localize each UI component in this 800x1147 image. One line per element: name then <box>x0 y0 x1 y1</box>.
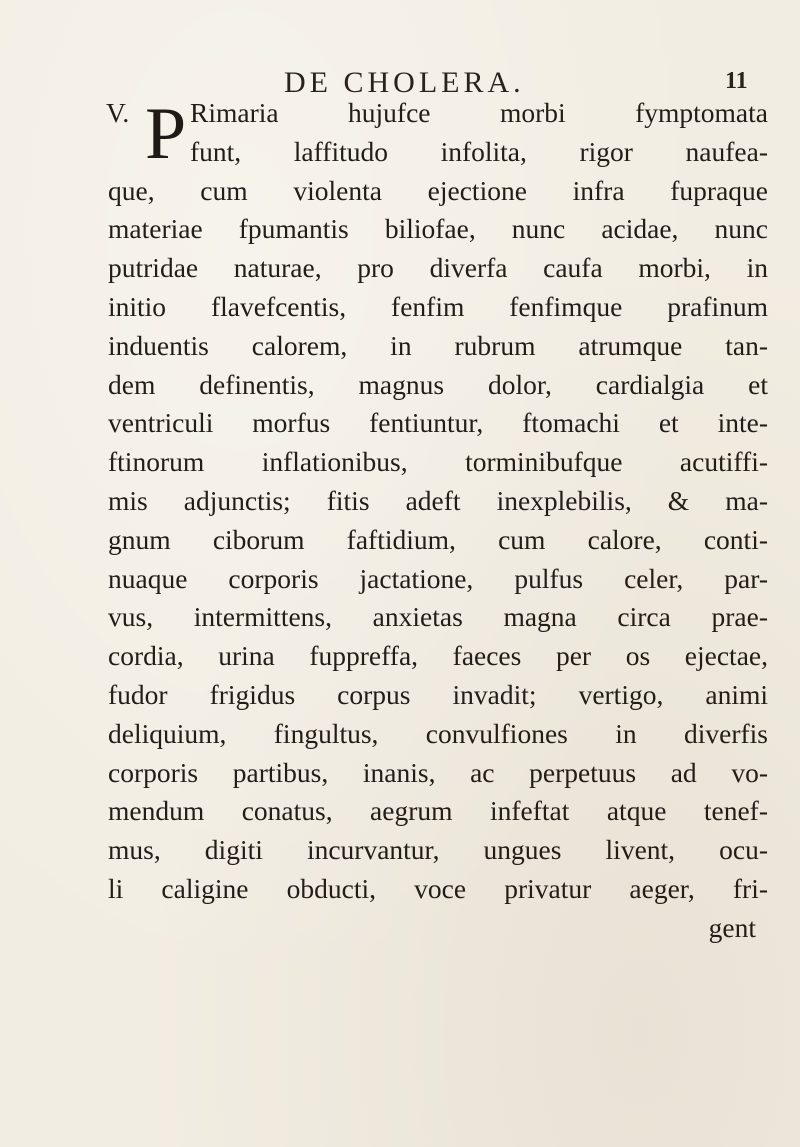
text-line: corporis partibus, inanis, ac perpetuus ad vo- <box>108 756 768 788</box>
running-title: DE CHOLERA. <box>284 66 525 99</box>
body-paragraph <box>108 94 768 948</box>
text-line: li caligine obducti, voce privatur aeger, fri- <box>108 872 768 904</box>
text-line-2 <box>108 133 768 172</box>
text-line: dem definentis, magnus dolor, cardialgia et <box>108 368 768 400</box>
text-line: que, cum violenta ejectione infra fupraque <box>108 174 768 206</box>
text-line: ftinorum inflationibus, torminibufque acutiffi- <box>108 446 768 478</box>
text-line: nuaque corporis jactatione, pulfus celer, par- <box>108 562 768 594</box>
drop-cap-letter: P <box>145 93 187 175</box>
text-line: mus, digiti incurvantur, ungues livent, ocu- <box>108 834 768 866</box>
text-line: initio flavefcentis, fenfim fenfimque prafinum <box>108 290 768 322</box>
page-number: 11 <box>725 68 748 94</box>
text-line: ventriculi morfus fentiuntur, ftomachi et inte- <box>108 407 768 439</box>
text-line: mendum conatus, aegrum infeftat atque tenef- <box>108 795 768 827</box>
text-line: vus, intermittens, anxietas magna circa prae- <box>108 601 768 633</box>
text-line: mis adjunctis; fitis adeft inexplebilis, & ma- <box>108 484 768 516</box>
text-line: putridae naturae, pro diverfa caufa morbi, in <box>108 252 768 284</box>
catchword: gent <box>708 911 756 943</box>
text-line: cordia, urina fuppreffa, faeces per os ejectae, <box>108 640 768 672</box>
text-line: fudor frigidus corpus invadit; vertigo, animi <box>108 678 768 710</box>
text-line: deliquium, fingultus, convulfiones in diverfis <box>108 717 768 749</box>
text-line: funt, laffitudo infolita, rigor naufea- <box>190 135 768 167</box>
text-line: induentis calorem, in rubrum atrumque tan- <box>108 329 768 361</box>
text-line: gnum ciborum faftidium, cum calore, conti- <box>108 523 768 555</box>
section-number: V. <box>106 97 130 128</box>
text-line: materiae fpumantis biliofae, nunc acidae, nunc <box>108 213 768 245</box>
text-line: Rimaria hujufce morbi fymptomata <box>190 97 768 128</box>
